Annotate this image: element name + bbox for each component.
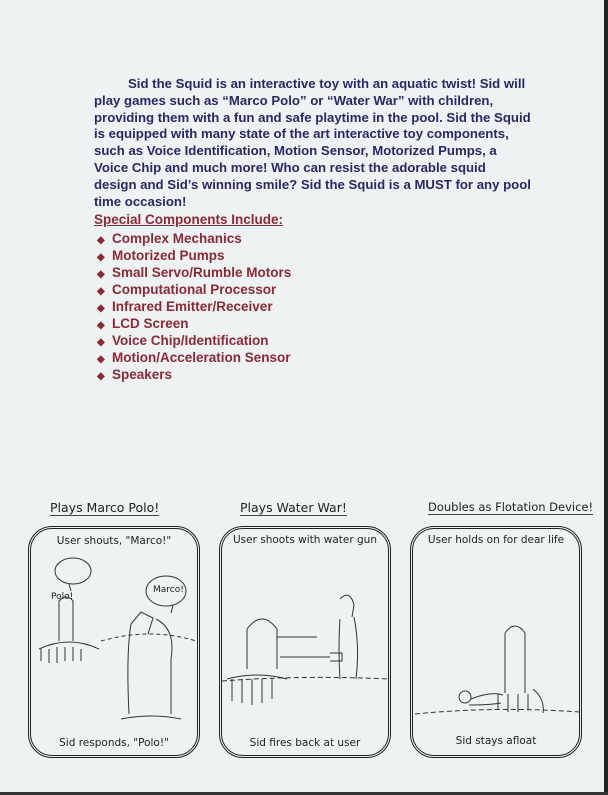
description-line: design and Sid’s winning smile? Sid the Squid is a MUST for any pool <box>94 176 531 192</box>
list-item-label: Small Servo/Rumble Motors <box>112 265 292 280</box>
components-list <box>94 230 291 383</box>
list-item <box>94 247 291 264</box>
list-item <box>94 349 291 366</box>
list-item-label: Speakers <box>112 367 173 382</box>
diamond-bullet-icon: ◆ <box>97 269 105 280</box>
list-item <box>94 315 291 332</box>
diamond-bullet-icon: ◆ <box>97 371 105 382</box>
description-line: time occasion! <box>94 193 187 209</box>
speech-bubble-polo: Polo! <box>51 592 74 602</box>
comic-panel-flotation <box>410 526 582 758</box>
panel-title-water-war: Plays Water War! <box>240 500 347 515</box>
list-item-label: Motion/Acceleration Sensor <box>112 350 291 365</box>
diamond-bullet-icon: ◆ <box>97 337 105 348</box>
description-line: is equipped with many state of the art interactive toy components, <box>94 126 509 142</box>
diamond-bullet-icon: ◆ <box>97 286 105 297</box>
panel-top-caption: User shouts, "Marco!" <box>56 535 172 547</box>
diamond-bullet-icon: ◆ <box>97 235 105 246</box>
water-gun-fight-drawing <box>222 529 394 761</box>
components-heading: Special Components Include: <box>94 212 284 227</box>
comic-panel-water-war <box>219 526 391 758</box>
list-item-label: Motorized Pumps <box>112 248 225 263</box>
panel-bottom-caption: Sid fires back at user <box>249 737 361 749</box>
panel-title-marco-polo: Plays Marco Polo! <box>50 500 160 515</box>
list-item-label: Complex Mechanics <box>112 231 242 246</box>
list-item-label: Voice Chip/Identification <box>112 333 269 348</box>
squid-and-user-drawing <box>31 529 203 761</box>
list-item <box>94 366 291 383</box>
list-item <box>94 332 291 349</box>
panel-top-caption: User holds on for dear life <box>427 534 565 546</box>
list-item <box>94 281 291 298</box>
floating-squid-drawing <box>413 529 585 761</box>
diamond-bullet-icon: ◆ <box>97 320 105 331</box>
panel-top-caption: User shoots with water gun <box>232 534 377 546</box>
list-item <box>94 298 291 315</box>
list-item <box>94 264 291 281</box>
list-item-label: Infrared Emitter/Receiver <box>112 299 273 314</box>
diamond-bullet-icon: ◆ <box>97 303 105 314</box>
speech-bubble-marco: Marco! <box>153 585 184 595</box>
diamond-bullet-icon: ◆ <box>97 354 105 365</box>
description-line: Voice Chip and much more! Who can resist the adorable squid <box>94 159 486 175</box>
list-item-label: Computational Processor <box>112 282 277 297</box>
description-line: play games such as “Marco Polo” or “Water War” with children, <box>94 92 494 108</box>
description-line: providing them with a fun and safe playtime in the pool. Sid the Squid <box>94 109 531 125</box>
list-item <box>94 230 291 247</box>
description-line: such as Voice Identification, Motion Sensor, Motorized Pumps, a <box>94 143 497 159</box>
panel-title-flotation: Doubles as Flotation Device! <box>428 500 594 514</box>
panel-bottom-caption: Sid stays afloat <box>455 735 537 747</box>
comic-panel-marco-polo <box>28 526 200 758</box>
list-item-label: LCD Screen <box>112 316 189 331</box>
description-line: Sid the Squid is an interactive toy with an aquatic twist! Sid will <box>128 76 526 91</box>
product-description <box>94 76 608 210</box>
diamond-bullet-icon: ◆ <box>97 252 105 263</box>
panel-bottom-caption: Sid responds, "Polo!" <box>59 737 169 749</box>
